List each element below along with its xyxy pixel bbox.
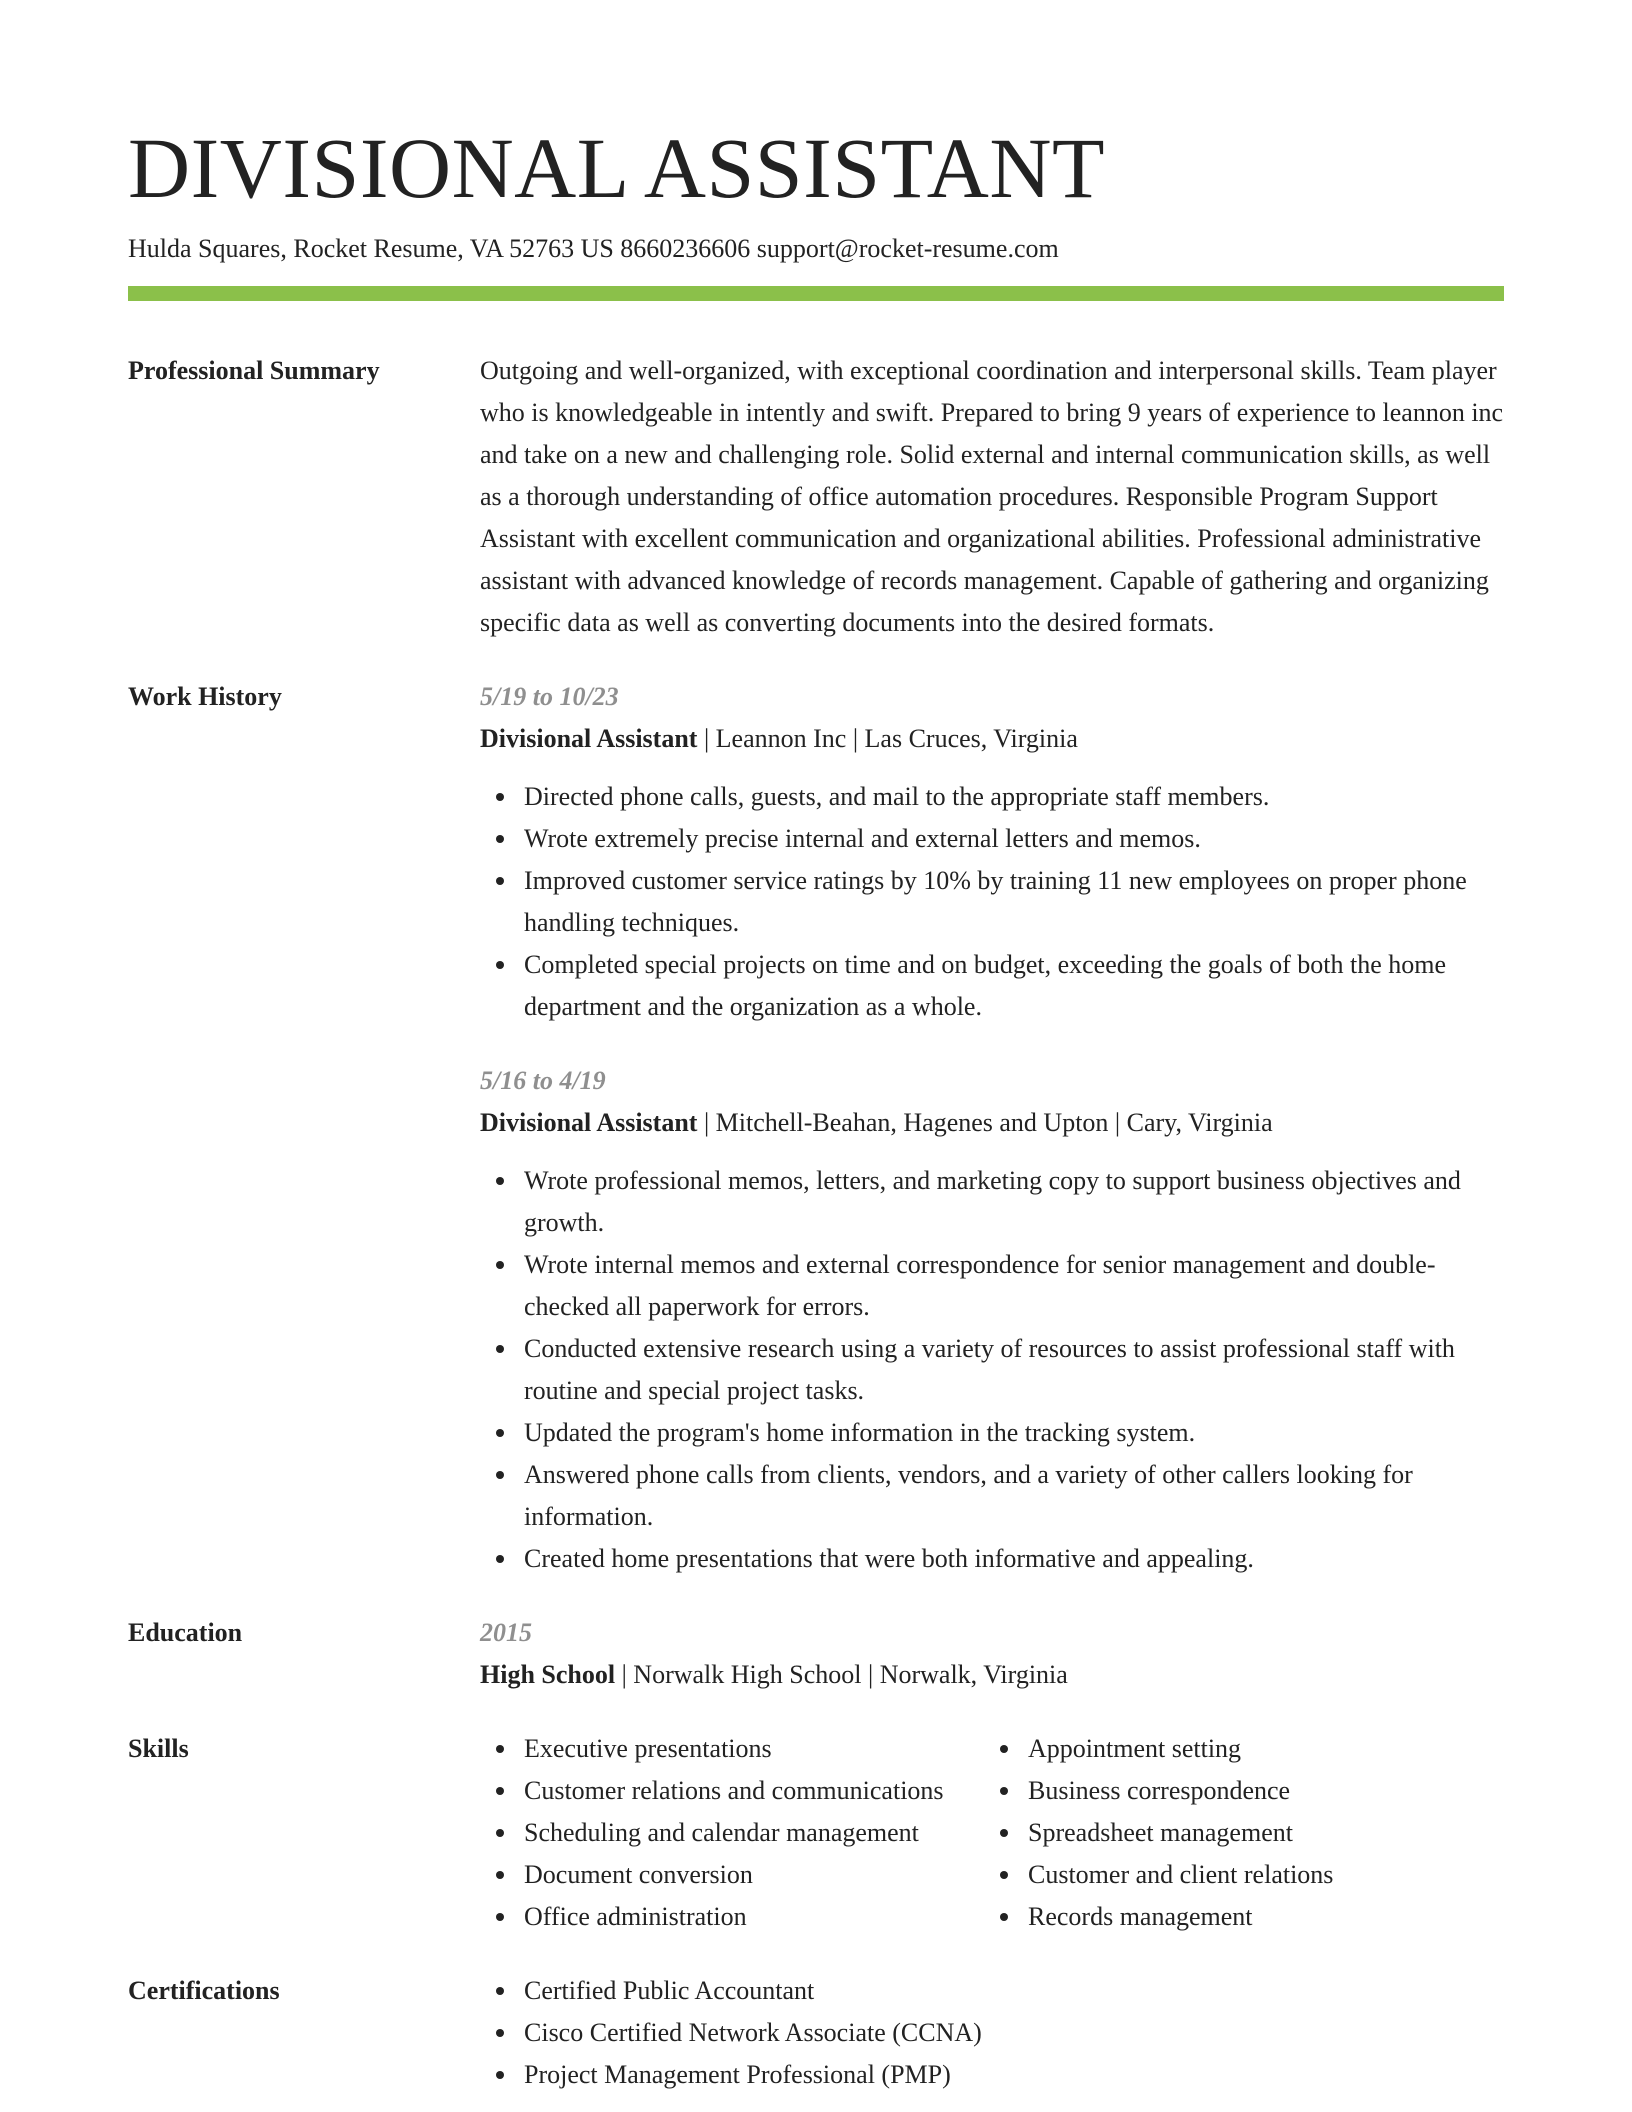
skill-item: Executive presentations — [524, 1728, 984, 1770]
summary-text: Outgoing and well-organized, with exceptional coordination and interpersonal skills. Team player who is knowledgeable in intently and swift. Prepared to bring 9 years of experience to leannon inc and take on a new and challenging role. Solid external and internal communication skills, as well as a thorough understanding of office automation procedures. Responsible Program Support Assistant with excellent communication and organizational abilities. Professional administrative assistant with advanced knowledge of records management. Capable of gathering and organizing specific data as well as converting documents into the desired formats. — [480, 356, 1504, 637]
skill-item: Customer relations and communications — [524, 1770, 984, 1812]
section-title-certifications: Certifications — [128, 1976, 280, 2005]
certifications-list — [480, 1970, 1504, 2096]
job-bullet: Wrote professional memos, letters, and marketing copy to support business objectives and growth. — [524, 1160, 1504, 1244]
skills-column-2 — [984, 1728, 1488, 1938]
job-entry — [480, 676, 1504, 1028]
job-bullet: Answered phone calls from clients, vendors, and a variety of other callers looking for information. — [524, 1454, 1504, 1538]
job-dates: 5/16 to 4/19 — [480, 1066, 606, 1095]
skill-item: Records management — [1028, 1896, 1488, 1938]
education-details: | Norwalk High School | Norwalk, Virginia — [615, 1660, 1068, 1689]
summary-body — [480, 350, 1504, 644]
job-bullets — [480, 776, 1504, 1028]
certifications-body — [480, 1970, 1504, 2096]
section-title-education: Education — [128, 1618, 243, 1647]
skills-columns — [480, 1728, 1504, 1938]
skill-item: Scheduling and calendar management — [524, 1812, 984, 1854]
resume-content — [128, 350, 1504, 2096]
header-divider — [128, 286, 1504, 301]
section-title-summary: Professional Summary — [128, 356, 380, 385]
job-bullet: Directed phone calls, guests, and mail to the appropriate staff members. — [524, 776, 1504, 818]
certification-item: Certified Public Accountant — [524, 1970, 1504, 2012]
job-heading — [480, 1102, 1504, 1144]
work-history-body — [480, 676, 1504, 1580]
job-title: Divisional Assistant — [480, 1108, 698, 1137]
certification-item: Project Management Professional (PMP) — [524, 2054, 1504, 2096]
job-dates: 5/19 to 10/23 — [480, 682, 619, 711]
education-section — [128, 1612, 1504, 1696]
skill-item: Business correspondence — [1028, 1770, 1488, 1812]
job-title: Divisional Assistant — [480, 724, 698, 753]
skill-item: Customer and client relations — [1028, 1854, 1488, 1896]
job-bullets — [480, 1160, 1504, 1580]
certifications-section — [128, 1970, 1504, 2096]
education-year: 2015 — [480, 1618, 532, 1647]
job-details: | Leannon Inc | Las Cruces, Virginia — [697, 724, 1078, 753]
education-heading — [480, 1654, 1504, 1696]
job-bullet: Improved customer service ratings by 10% by training 11 new employees on proper phone handling techniques. — [524, 860, 1504, 944]
job-bullet: Completed special projects on time and on budget, exceeding the goals of both the home department and the organization as a whole. — [524, 944, 1504, 1028]
job-bullet: Wrote extremely precise internal and external letters and memos. — [524, 818, 1504, 860]
job-bullet: Updated the program's home information in the tracking system. — [524, 1412, 1504, 1454]
skill-item: Appointment setting — [1028, 1728, 1488, 1770]
skills-column-1 — [480, 1728, 984, 1938]
education-body — [480, 1612, 1504, 1696]
resume-name: DIVISIONAL ASSISTANT — [128, 120, 1105, 216]
skill-item: Document conversion — [524, 1854, 984, 1896]
job-bullet: Wrote internal memos and external correspondence for senior management and double-checked all paperwork for errors. — [524, 1244, 1504, 1328]
contact-line: Hulda Squares, Rocket Resume, VA 52763 US 8660236606 support@rocket-resume.com — [128, 234, 1059, 263]
work-history-section — [128, 676, 1504, 1580]
resume-page — [128, 0, 1504, 2112]
skill-item: Spreadsheet management — [1028, 1812, 1488, 1854]
job-bullet: Created home presentations that were both informative and appealing. — [524, 1538, 1504, 1580]
skills-section — [128, 1728, 1504, 1938]
job-details: | Mitchell-Beahan, Hagenes and Upton | Cary, Virginia — [697, 1108, 1273, 1137]
section-title-skills: Skills — [128, 1734, 189, 1763]
skill-item: Office administration — [524, 1896, 984, 1938]
certification-item: Cisco Certified Network Associate (CCNA) — [524, 2012, 1504, 2054]
professional-summary-section — [128, 350, 1504, 644]
education-degree: High School — [480, 1660, 616, 1689]
job-heading — [480, 718, 1504, 760]
section-title-work: Work History — [128, 682, 282, 711]
job-bullet: Conducted extensive research using a variety of resources to assist professional staff with routine and special project tasks. — [524, 1328, 1504, 1412]
job-entry — [480, 1060, 1504, 1580]
skills-body — [480, 1728, 1504, 1938]
